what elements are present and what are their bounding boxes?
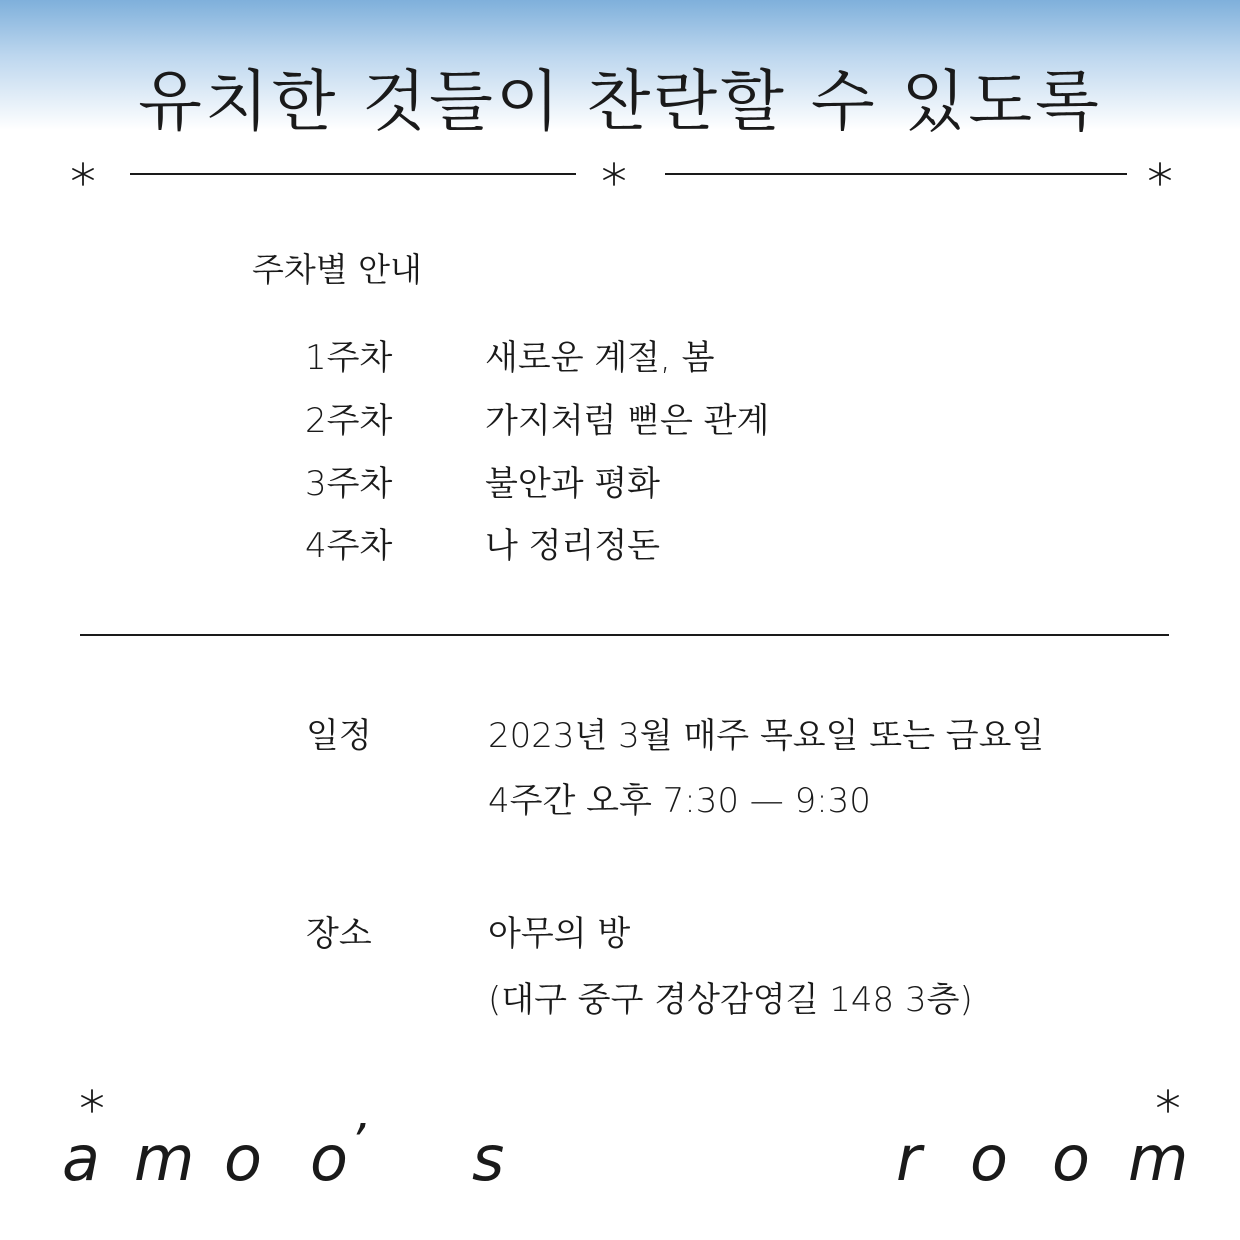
weekly-guide-heading: 주차별 안내 bbox=[252, 250, 422, 289]
brand-letter: s bbox=[472, 1122, 505, 1195]
section-divider bbox=[80, 634, 1169, 636]
place-name: 아무의 방 bbox=[488, 914, 631, 954]
schedule-label: 일정 bbox=[306, 716, 372, 756]
week-topic: 가지처럼 뻗은 관계 bbox=[485, 401, 770, 441]
week-topic: 불안과 평화 bbox=[485, 464, 661, 504]
brand-letter: o bbox=[224, 1122, 262, 1195]
brand-letter: o bbox=[310, 1122, 348, 1195]
divider-line bbox=[665, 173, 1127, 175]
brand-apostrophe: ’ bbox=[350, 1114, 366, 1170]
brand-letter: m bbox=[1128, 1122, 1189, 1195]
schedule-time: 4주간 오후 7:30 — 9:30 bbox=[488, 781, 871, 821]
divider-line bbox=[130, 173, 576, 175]
asterisk-icon bbox=[79, 1088, 105, 1114]
brand-letter: r bbox=[896, 1122, 922, 1195]
brand-letter: m bbox=[134, 1122, 195, 1195]
place-label: 장소 bbox=[306, 914, 372, 954]
schedule-date: 2023년 3월 매주 목요일 또는 금요일 bbox=[488, 716, 1045, 756]
week-topic: 나 정리정돈 bbox=[485, 526, 661, 566]
week-topic: 새로운 계절, 봄 bbox=[485, 338, 715, 378]
place-address: (대구 중구 경상감영길 148 3층) bbox=[488, 980, 973, 1020]
week-label: 2주차 bbox=[305, 401, 393, 441]
page-title: 유치한 것들이 찬란할 수 있도록 bbox=[138, 63, 1102, 140]
week-label: 4주차 bbox=[305, 526, 393, 566]
week-label: 3주차 bbox=[305, 464, 393, 504]
asterisk-icon bbox=[1155, 1088, 1181, 1114]
brand-letter: o bbox=[1052, 1122, 1090, 1195]
asterisk-icon bbox=[601, 161, 627, 187]
brand-letter: a bbox=[62, 1122, 100, 1195]
week-label: 1주차 bbox=[305, 338, 393, 378]
brand-letter: o bbox=[970, 1122, 1008, 1195]
asterisk-icon bbox=[1147, 161, 1173, 187]
asterisk-icon bbox=[70, 161, 96, 187]
